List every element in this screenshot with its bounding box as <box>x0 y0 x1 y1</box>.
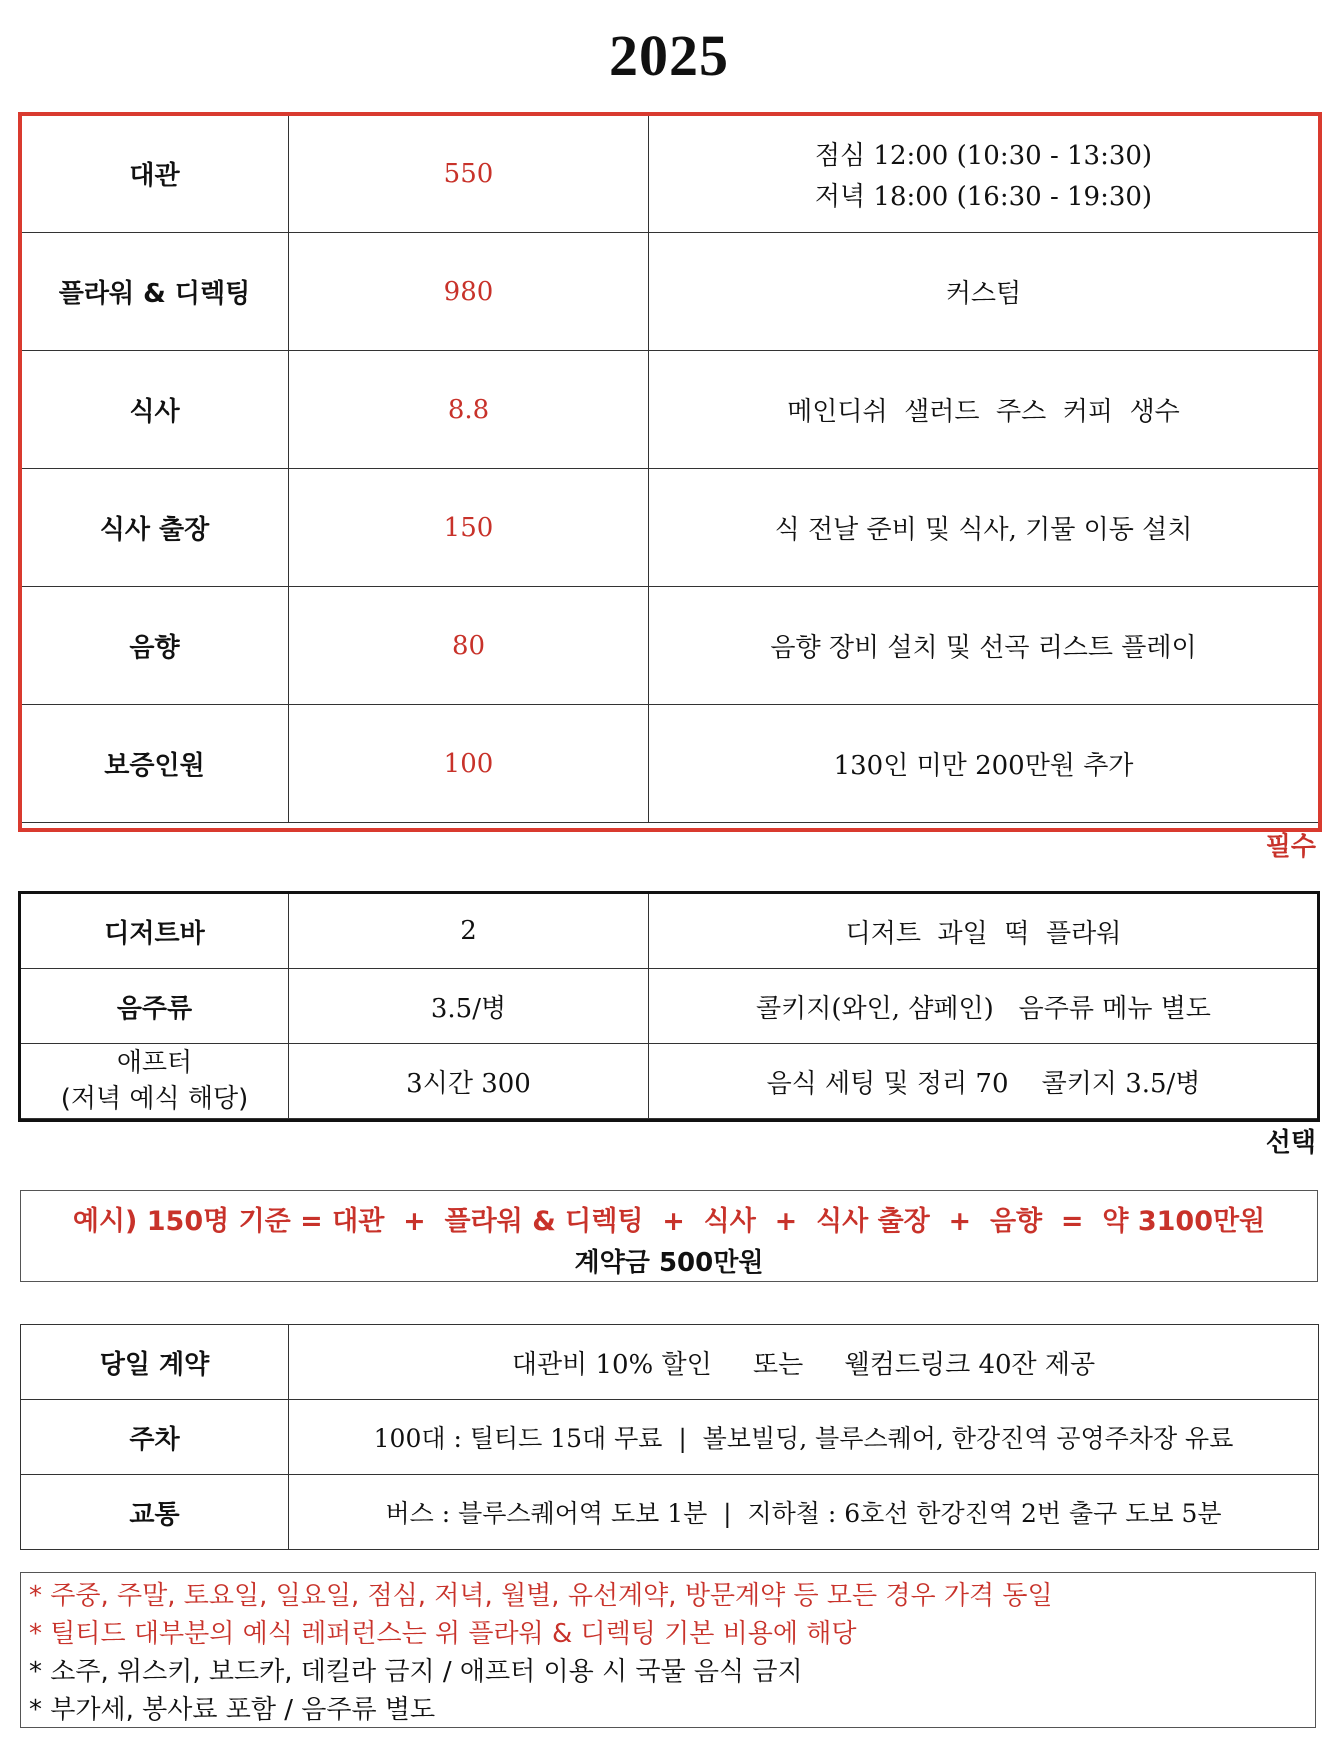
table-row <box>21 1044 1319 1119</box>
row-description <box>649 115 1319 233</box>
row-label: 플라워 & 디렉팅 <box>21 233 289 351</box>
table-row <box>21 351 1319 469</box>
row-label: 당일 계약 <box>21 1325 289 1400</box>
row-price: 550 <box>289 115 649 233</box>
row-price: 150 <box>289 469 649 587</box>
row-label: 대관 <box>21 115 289 233</box>
description-line: 점심 12:00 (10:30 - 13:30) <box>814 140 1153 171</box>
row-label: 교통 <box>21 1475 289 1550</box>
table-row <box>21 705 1319 823</box>
table-row <box>21 233 1319 351</box>
row-description: 버스 : 블루스퀘어역 도보 1분 | 지하철 : 6호선 한강진역 2번 출구 도보 5분 <box>289 1475 1319 1550</box>
required-price-table <box>20 114 1319 823</box>
note-line: * 소주, 위스키, 보드카, 데킬라 금지 / 애프터 이용 시 국물 음식 금지 <box>29 1657 803 1687</box>
table-row <box>21 894 1319 969</box>
notes-box <box>20 1572 1316 1728</box>
row-price: 100 <box>289 705 649 823</box>
info-table <box>20 1324 1319 1550</box>
row-price: 980 <box>289 233 649 351</box>
row-price: 8.8 <box>289 351 649 469</box>
row-price: 3시간 300 <box>289 1044 649 1119</box>
deposit-amount: 계약금 500만원 <box>574 1248 764 1278</box>
note-line: * 주중, 주말, 토요일, 일요일, 점심, 저녁, 월별, 유선계약, 방문계약 등 모든 경우 가격 동일 <box>29 1581 1053 1611</box>
row-description: 콜키지(와인, 샴페인) 음주류 메뉴 별도 <box>649 969 1319 1044</box>
table-row <box>21 469 1319 587</box>
row-label: 식사 출장 <box>21 469 289 587</box>
row-price: 3.5/병 <box>289 969 649 1044</box>
optional-price-table <box>20 893 1319 1119</box>
optional-tag: 선택 <box>1265 1128 1316 1158</box>
row-label-line: (저녁 예식 해당) <box>60 1084 249 1114</box>
note-line: * 틸티드 대부분의 예식 레퍼런스는 위 플라워 & 디렉팅 기본 비용에 해당 <box>29 1619 857 1649</box>
row-description: 식 전날 준비 및 식사, 기물 이동 설치 <box>649 469 1319 587</box>
table-row <box>21 1325 1319 1400</box>
row-label: 디저트바 <box>21 894 289 969</box>
row-label: 음주류 <box>21 969 289 1044</box>
row-label: 보증인원 <box>21 705 289 823</box>
row-description: 음식 세팅 및 정리 70 콜키지 3.5/병 <box>649 1044 1319 1119</box>
page-title: 2025 <box>609 23 729 88</box>
row-price: 2 <box>289 894 649 969</box>
row-label <box>21 1044 289 1119</box>
row-description: 커스텀 <box>649 233 1319 351</box>
row-label: 음향 <box>21 587 289 705</box>
row-label: 식사 <box>21 351 289 469</box>
table-row <box>21 969 1319 1044</box>
required-tag: 필수 <box>1265 832 1316 862</box>
row-description: 100대 : 틸티드 15대 무료 | 볼보빌딩, 블루스퀘어, 한강진역 공영주차장 유료 <box>289 1400 1319 1475</box>
table-row <box>21 1400 1319 1475</box>
row-price: 80 <box>289 587 649 705</box>
row-description: 음향 장비 설치 및 선곡 리스트 플레이 <box>649 587 1319 705</box>
description-line: 저녁 18:00 (16:30 - 19:30) <box>814 181 1153 212</box>
row-description: 대관비 10% 할인 또는 웰컴드링크 40잔 제공 <box>289 1325 1319 1400</box>
row-label: 주차 <box>21 1400 289 1475</box>
row-description: 메인디쉬 샐러드 주스 커피 생수 <box>649 351 1319 469</box>
row-label-line: 애프터 <box>116 1048 193 1078</box>
note-line: * 부가세, 봉사료 포함 / 음주류 별도 <box>29 1695 436 1725</box>
example-calculation: 예시) 150명 기준 = 대관 + 플라워 & 디렉팅 + 식사 + 식사 출장 + 음향 = 약 3100만원 <box>72 1206 1266 1237</box>
row-description: 디저트 과일 떡 플라워 <box>649 894 1319 969</box>
row-description: 130인 미만 200만원 추가 <box>649 705 1319 823</box>
table-row <box>21 1475 1319 1550</box>
example-box <box>20 1190 1318 1282</box>
table-row <box>21 587 1319 705</box>
table-row <box>21 115 1319 233</box>
